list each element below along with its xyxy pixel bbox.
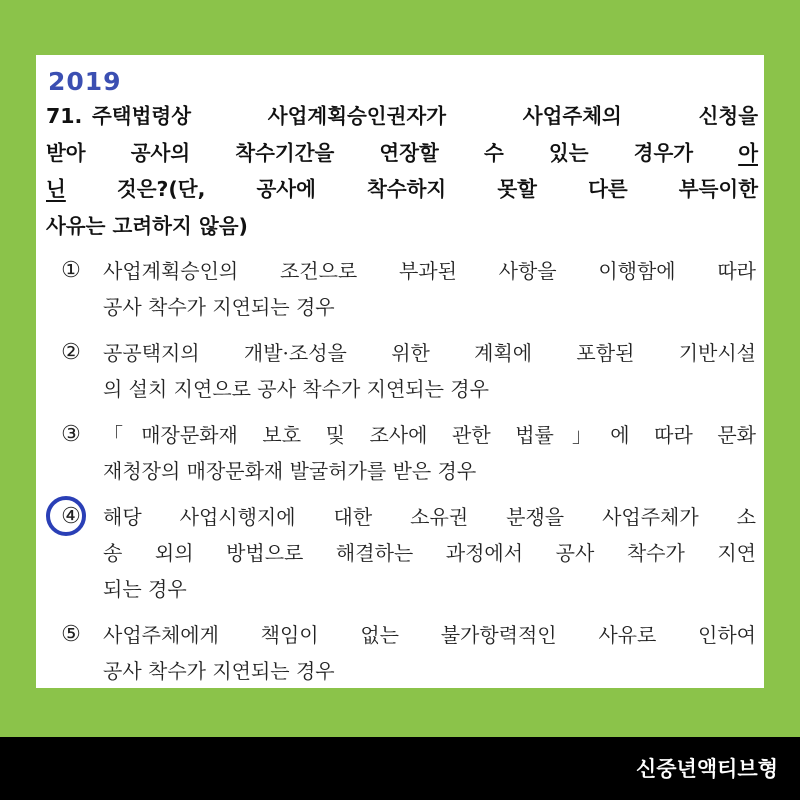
option-2[interactable] [48, 335, 756, 407]
option-text: 송 외의 방법으로 해결하는 과정에서 공사 착수가 지연 [103, 541, 756, 565]
question-line-1: 주택법령상 사업계획승인권자가 사업주체의 신청을 [92, 104, 758, 128]
option-1[interactable] [48, 253, 756, 325]
brand-label: 신중년액티브형 [635, 757, 778, 781]
question-line [46, 98, 758, 135]
question-line: 사유는 고려하지 않음) [46, 213, 248, 238]
option-text: 사업주체에게 책임이 없는 불가항력적인 사유로 인하여 [103, 623, 756, 647]
option-text: 「매장문화재 보호 및 조사에 관한 법률」에 따라 문화 [103, 423, 756, 447]
option-text: 공공택지의 개발·조성을 위한 계획에 포함된 기반시설 [103, 341, 756, 365]
question-line [46, 171, 758, 208]
option-text: 사업계획승인의 조건으로 부과된 사항을 이행함에 따라 [103, 259, 756, 283]
option-5[interactable] [48, 617, 756, 688]
option-text: 재청장의 매장문화재 발굴허가를 받은 경우 [103, 459, 477, 483]
option-text: 의 설치 지연으로 공사 착수가 지연되는 경우 [103, 377, 489, 401]
question-card [36, 55, 764, 688]
option-number: ② [61, 340, 81, 365]
options-list [48, 253, 756, 688]
option-number: ④ [61, 504, 81, 529]
option-3[interactable] [48, 417, 756, 489]
question-line [46, 135, 758, 172]
option-number: ① [61, 258, 81, 283]
footer-bar [0, 737, 800, 800]
question-line-3: 것은?(단, 공사에 착수하지 못할 다른 부득이한 [65, 177, 758, 201]
option-text: 해당 사업시행지에 대한 소유권 분쟁을 사업주체가 소 [103, 505, 756, 529]
question-text [46, 98, 758, 244]
underlined-not-part1: 아 [738, 140, 758, 165]
option-text: 되는 경우 [103, 577, 187, 601]
option-4[interactable] [48, 499, 756, 607]
option-text: 공사 착수가 지연되는 경우 [103, 659, 335, 683]
option-number: ⑤ [61, 622, 81, 647]
option-text: 공사 착수가 지연되는 경우 [103, 295, 335, 319]
question-number: 71. [46, 104, 83, 128]
underlined-not-part2: 닌 [46, 177, 66, 201]
question-line-2: 받아 공사의 착수기간을 연장할 수 있는 경우가 [46, 140, 739, 165]
option-number: ③ [61, 422, 81, 447]
exam-year: 2019 [48, 67, 122, 96]
